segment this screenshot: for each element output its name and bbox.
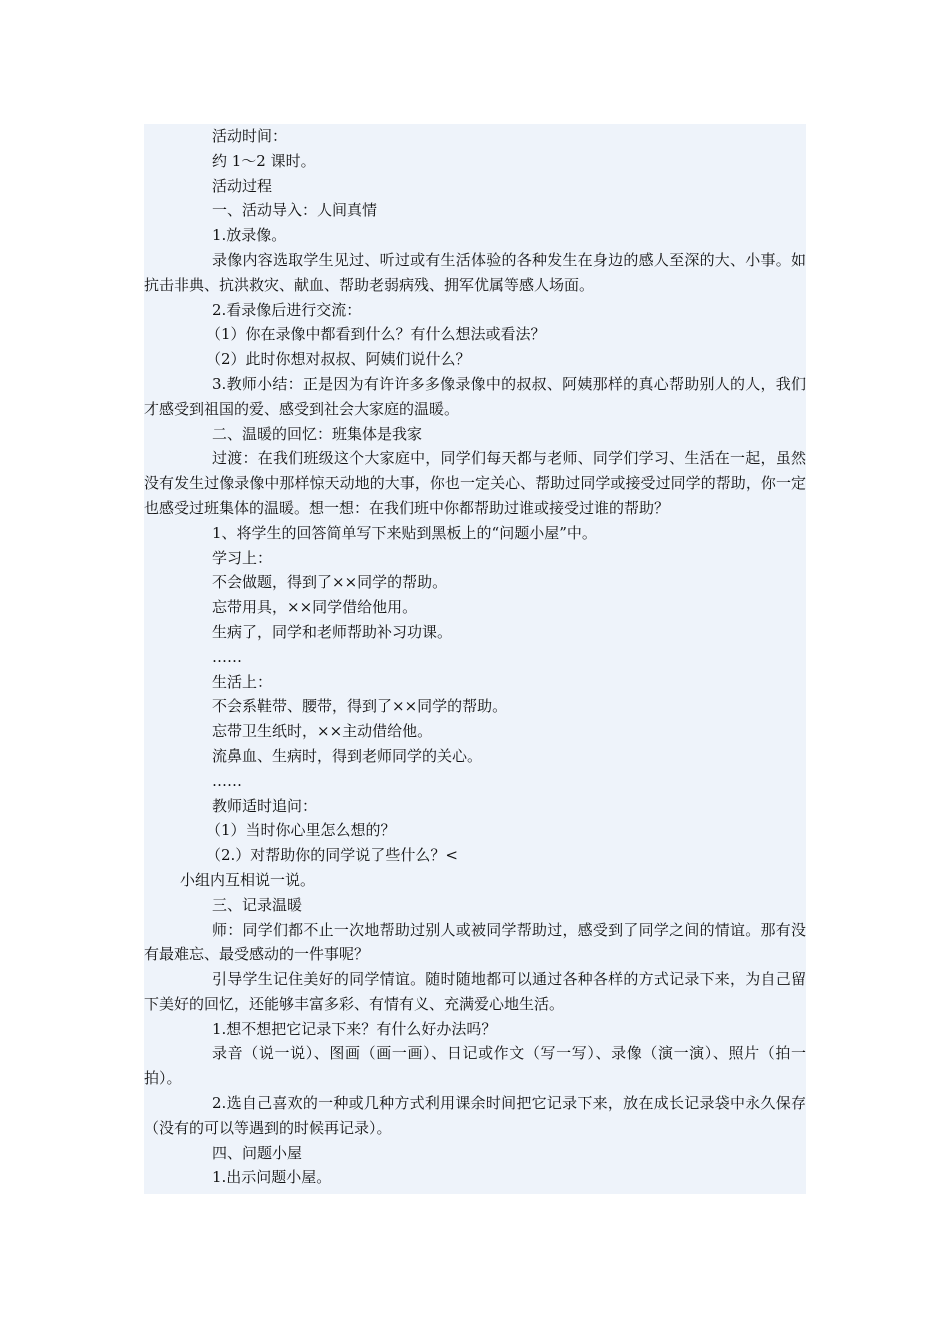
paragraph: 生病了，同学和老师帮助补习功课。 <box>212 622 453 641</box>
paragraph: 活动时间： <box>212 127 288 145</box>
paragraph: 不会系鞋带、腰带，得到了××同学的帮助。 <box>212 697 508 716</box>
paragraph: 师：同学们都不止一次地帮助过别人或被同学帮助过，感受到了同学之间的情谊。那有没有最难忘、最受感动的一件事呢？ <box>144 920 806 964</box>
paragraph: 小组内互相说一说。 <box>180 870 316 889</box>
paragraph: 1.放录像。 <box>212 226 287 245</box>
paragraph: …… <box>212 647 242 666</box>
paragraph: 过渡：在我们班级这个大家庭中，同学们每天都与老师、同学们学习、生活在一起，虽然没有发生过像录像中那样惊天动地的大事，你也一定关心、帮助过同学或接受过同学的帮助，你一定也感受过班集体的温暖。想一想：在我们班中你都帮助过谁或接受过谁的帮助？ <box>144 449 806 517</box>
paragraph: 一、活动导入：人间真情 <box>212 201 378 220</box>
paragraph: 1、将学生的回答简单写下来贴到黑板上的“问题小屋”中。 <box>212 523 597 542</box>
paragraph: 四、问题小屋 <box>212 1143 303 1162</box>
paragraph: 2.选自己喜欢的一种或几种方式利用课余时间把它记录下来，放在成长记录袋中永久保存（没有的可以等遇到的时候再记录）。 <box>144 1094 806 1137</box>
paragraph: 三、记录温暖 <box>212 895 303 914</box>
paragraph: （1）当时你心里怎么想的？ <box>206 821 396 840</box>
paragraph: 忘带卫生纸时，××主动借给他。 <box>212 722 433 741</box>
paragraph: 约 1～2 课时。 <box>212 151 316 170</box>
paragraph: …… <box>212 771 242 790</box>
paragraph: 生活上： <box>212 672 273 691</box>
paragraph: 流鼻血、生病时，得到老师同学的关心。 <box>212 746 483 765</box>
paragraph: 1.想不想把它记录下来？有什么好办法吗？ <box>212 1019 497 1038</box>
paragraph: 教师适时追问： <box>212 796 318 815</box>
paragraph: 二、温暖的回忆：班集体是我家 <box>212 424 423 443</box>
paragraph: 学习上： <box>212 548 273 567</box>
paragraph: （1）你在录像中都看到什么？有什么想法或看法？ <box>206 325 546 344</box>
paragraph: 录音（说一说）、图画（画一画）、日记或作文（写一写）、录像（演一演）、照片（拍一拍）。 <box>144 1044 806 1088</box>
paragraph: 不会做题，得到了××同学的帮助。 <box>212 573 448 592</box>
paragraph: 3.教师小结：正是因为有许许多多像录像中的叔叔、阿姨那样的真心帮助别人的人，我们才感受到祖国的爱、感受到社会大家庭的温暖。 <box>144 374 806 418</box>
paragraph: 录像内容选取学生见过、听过或有生活体验的各种发生在身边的感人至深的大、小事。如抗击非典、抗洪救灾、献血、帮助老弱病残、拥军优属等感人场面。 <box>144 250 806 294</box>
paragraph: 引导学生记住美好的同学情谊。随时随地都可以通过各种各样的方式记录下来，为自己留下美好的回忆，还能够丰富多彩、有情有义、充满爱心地生活。 <box>144 970 806 1013</box>
paragraph: 活动过程 <box>212 176 273 195</box>
paragraph: 1.出示问题小屋。 <box>212 1168 332 1187</box>
paragraph: （2）此时你想对叔叔、阿姨们说什么？ <box>206 350 471 369</box>
paragraph: （2.）对帮助你的同学说了些什么？< <box>206 846 458 865</box>
document-body <box>144 124 806 1190</box>
paragraph: 忘带用具，××同学借给他用。 <box>212 598 418 617</box>
paragraph: 2.看录像后进行交流： <box>212 300 362 319</box>
